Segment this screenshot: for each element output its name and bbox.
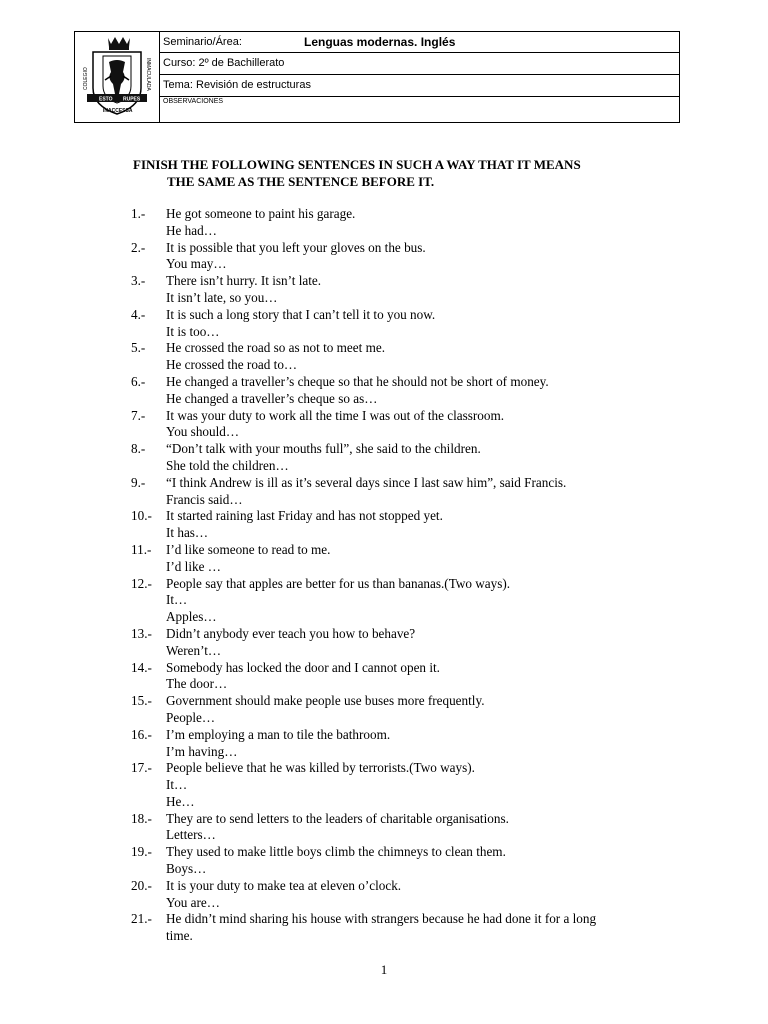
exercise-sentence: He changed a traveller’s cheque so that he should not be short of money. [166, 373, 549, 389]
exercise-prompt: Weren’t… [166, 642, 222, 658]
exercise-sentence: I’d like someone to read to me. [166, 541, 331, 557]
exercise-item [131, 206, 661, 240]
exercise-sentence: I’m employing a man to tile the bathroom. [166, 726, 391, 742]
exercise-sentence: People say that apples are better for us than bananas.(Two ways). [166, 575, 511, 591]
exercise-item [131, 626, 661, 660]
exercise-sentence: They used to make little boys climb the chimneys to clean them. [166, 844, 506, 860]
exercise-item [131, 475, 661, 509]
exercise-sentence: It is your duty to make tea at eleven o’clock. [166, 877, 402, 893]
exercise-item [131, 273, 661, 307]
exercise-prompt: He… [166, 793, 195, 809]
exercise-number: 11.- [131, 541, 152, 557]
exercise-item [131, 576, 661, 626]
instructions-line-1: FINISH THE FOLLOWING SENTENCES IN SUCH A WAY THAT IT MEANS [133, 157, 581, 172]
exercise-number: 21.- [131, 911, 152, 927]
exercise-item [131, 374, 661, 408]
observaciones-label: OBSERVACIONES [163, 98, 224, 105]
exercise-prompt: It… [166, 777, 188, 793]
exercise-number: 12.- [131, 575, 152, 591]
school-logo-cell [75, 32, 160, 122]
exercise-number: 7.- [131, 407, 146, 423]
exercise-number: 2.- [131, 239, 146, 255]
document-header [74, 31, 680, 123]
exercise-prompt: Apples… [166, 609, 217, 625]
exercise-prompt: She told the children… [166, 457, 289, 473]
exercise-item [131, 911, 661, 945]
exercise-item [131, 727, 661, 761]
exercise-number: 20.- [131, 877, 152, 893]
exercise-sentence: He didn’t mind sharing his house with strangers because he had done it for a long [166, 911, 597, 927]
exercise-item [131, 844, 661, 878]
page-number: 1 [380, 962, 388, 977]
exercise-number: 6.- [131, 373, 146, 389]
logo-motto-left: ESTO [99, 96, 113, 103]
header-row-tema [160, 75, 680, 97]
exercise-number: 15.- [131, 693, 152, 709]
exercise-prompt: I’m having… [166, 743, 238, 759]
logo-motto-bottom: INACCESSA [103, 108, 133, 114]
logo-text-right: INMACULADA [145, 58, 151, 91]
header-row-seminario [160, 32, 680, 53]
exercise-prompt: People… [166, 709, 216, 725]
exercise-number: 19.- [131, 844, 152, 860]
exercise-item [131, 307, 661, 341]
exercise-prompt: He had… [166, 222, 217, 238]
exercise-prompt: He crossed the road to… [166, 357, 298, 373]
exercise-prompt: time. [166, 928, 193, 944]
exercise-prompt: The door… [166, 676, 228, 692]
exercise-item [131, 878, 661, 912]
exercise-prompt: I’d like … [166, 558, 221, 574]
school-crest-logo [75, 32, 159, 122]
instructions-line-2: THE SAME AS THE SENTENCE BEFORE IT. [167, 174, 435, 189]
exercise-sentence: It is such a long story that I can’t tell it to you now. [166, 306, 436, 322]
exercise-sentence: Somebody has locked the door and I cannot open it. [166, 659, 440, 675]
curso-text: Curso: 2º de Bachillerato [163, 57, 285, 69]
exercise-sentence: They are to send letters to the leaders of charitable organisations. [166, 810, 509, 826]
exercise-number: 18.- [131, 810, 152, 826]
exercise-item [131, 693, 661, 727]
exercise-list [131, 206, 661, 945]
exercise-prompt: He changed a traveller’s cheque so as… [166, 390, 378, 406]
exercise-item [131, 441, 661, 475]
logo-text-left: COLEGIO [83, 67, 89, 90]
exercise-prompt: It… [166, 592, 188, 608]
exercise-number: 16.- [131, 726, 152, 742]
exercise-number: 3.- [131, 273, 146, 289]
exercise-sentence: He got someone to paint his garage. [166, 206, 356, 221]
exercise-sentence: It was your duty to work all the time I was out of the classroom. [166, 407, 505, 423]
exercise-prompt: It has… [166, 525, 209, 541]
exercise-item [131, 340, 661, 374]
exercise-item [131, 408, 661, 442]
exercise-item [131, 508, 661, 542]
exercise-prompt: It isn’t late, so you… [166, 289, 278, 305]
header-row-observaciones [160, 97, 680, 122]
seminario-value: Lenguas modernas. Inglés [304, 35, 456, 49]
exercise-item [131, 760, 661, 810]
exercise-number: 4.- [131, 306, 146, 322]
exercise-sentence: Didn’t anybody ever teach you how to behave? [166, 625, 416, 641]
exercise-prompt: It is too… [166, 323, 220, 339]
exercise-sentence: “Don’t talk with your mouths full”, she said to the children. [166, 441, 481, 457]
logo-motto-right: RUPES [123, 96, 141, 103]
exercise-prompt: Francis said… [166, 491, 243, 507]
exercise-sentence: He crossed the road so as not to meet me. [166, 340, 385, 356]
exercise-item [131, 811, 661, 845]
exercise-prompt: You should… [166, 424, 240, 440]
exercise-instructions [133, 156, 653, 190]
exercise-prompt: Letters… [166, 827, 216, 843]
header-row-curso [160, 53, 680, 75]
exercise-sentence: Government should make people use buses more frequently. [166, 693, 485, 709]
exercise-sentence: It started raining last Friday and has not stopped yet. [166, 508, 443, 524]
exercise-prompt: Boys… [166, 861, 207, 877]
exercise-sentence: People believe that he was killed by terrorists.(Two ways). [166, 760, 475, 776]
exercise-item [131, 240, 661, 274]
exercise-prompt: You may… [166, 256, 227, 272]
exercise-number: 5.- [131, 340, 146, 356]
exercise-number: 9.- [131, 474, 146, 490]
exercise-number: 13.- [131, 625, 152, 641]
exercise-sentence: “I think Andrew is ill as it’s several days since I last saw him”, said Francis. [166, 474, 567, 490]
exercise-sentence: It is possible that you left your gloves on the bus. [166, 239, 426, 255]
exercise-number: 10.- [131, 508, 152, 524]
exercise-number: 8.- [131, 441, 146, 457]
exercise-number: 14.- [131, 659, 152, 675]
exercise-item [131, 542, 661, 576]
exercise-number: 1.- [131, 206, 146, 221]
exercise-item [131, 660, 661, 694]
tema-text: Tema: Revisión de estructuras [163, 79, 311, 91]
seminario-label: Seminario/Área: [163, 36, 242, 48]
exercise-number: 17.- [131, 760, 152, 776]
exercise-sentence: There isn’t hurry. It isn’t late. [166, 273, 322, 289]
exercise-prompt: You are… [166, 894, 220, 910]
